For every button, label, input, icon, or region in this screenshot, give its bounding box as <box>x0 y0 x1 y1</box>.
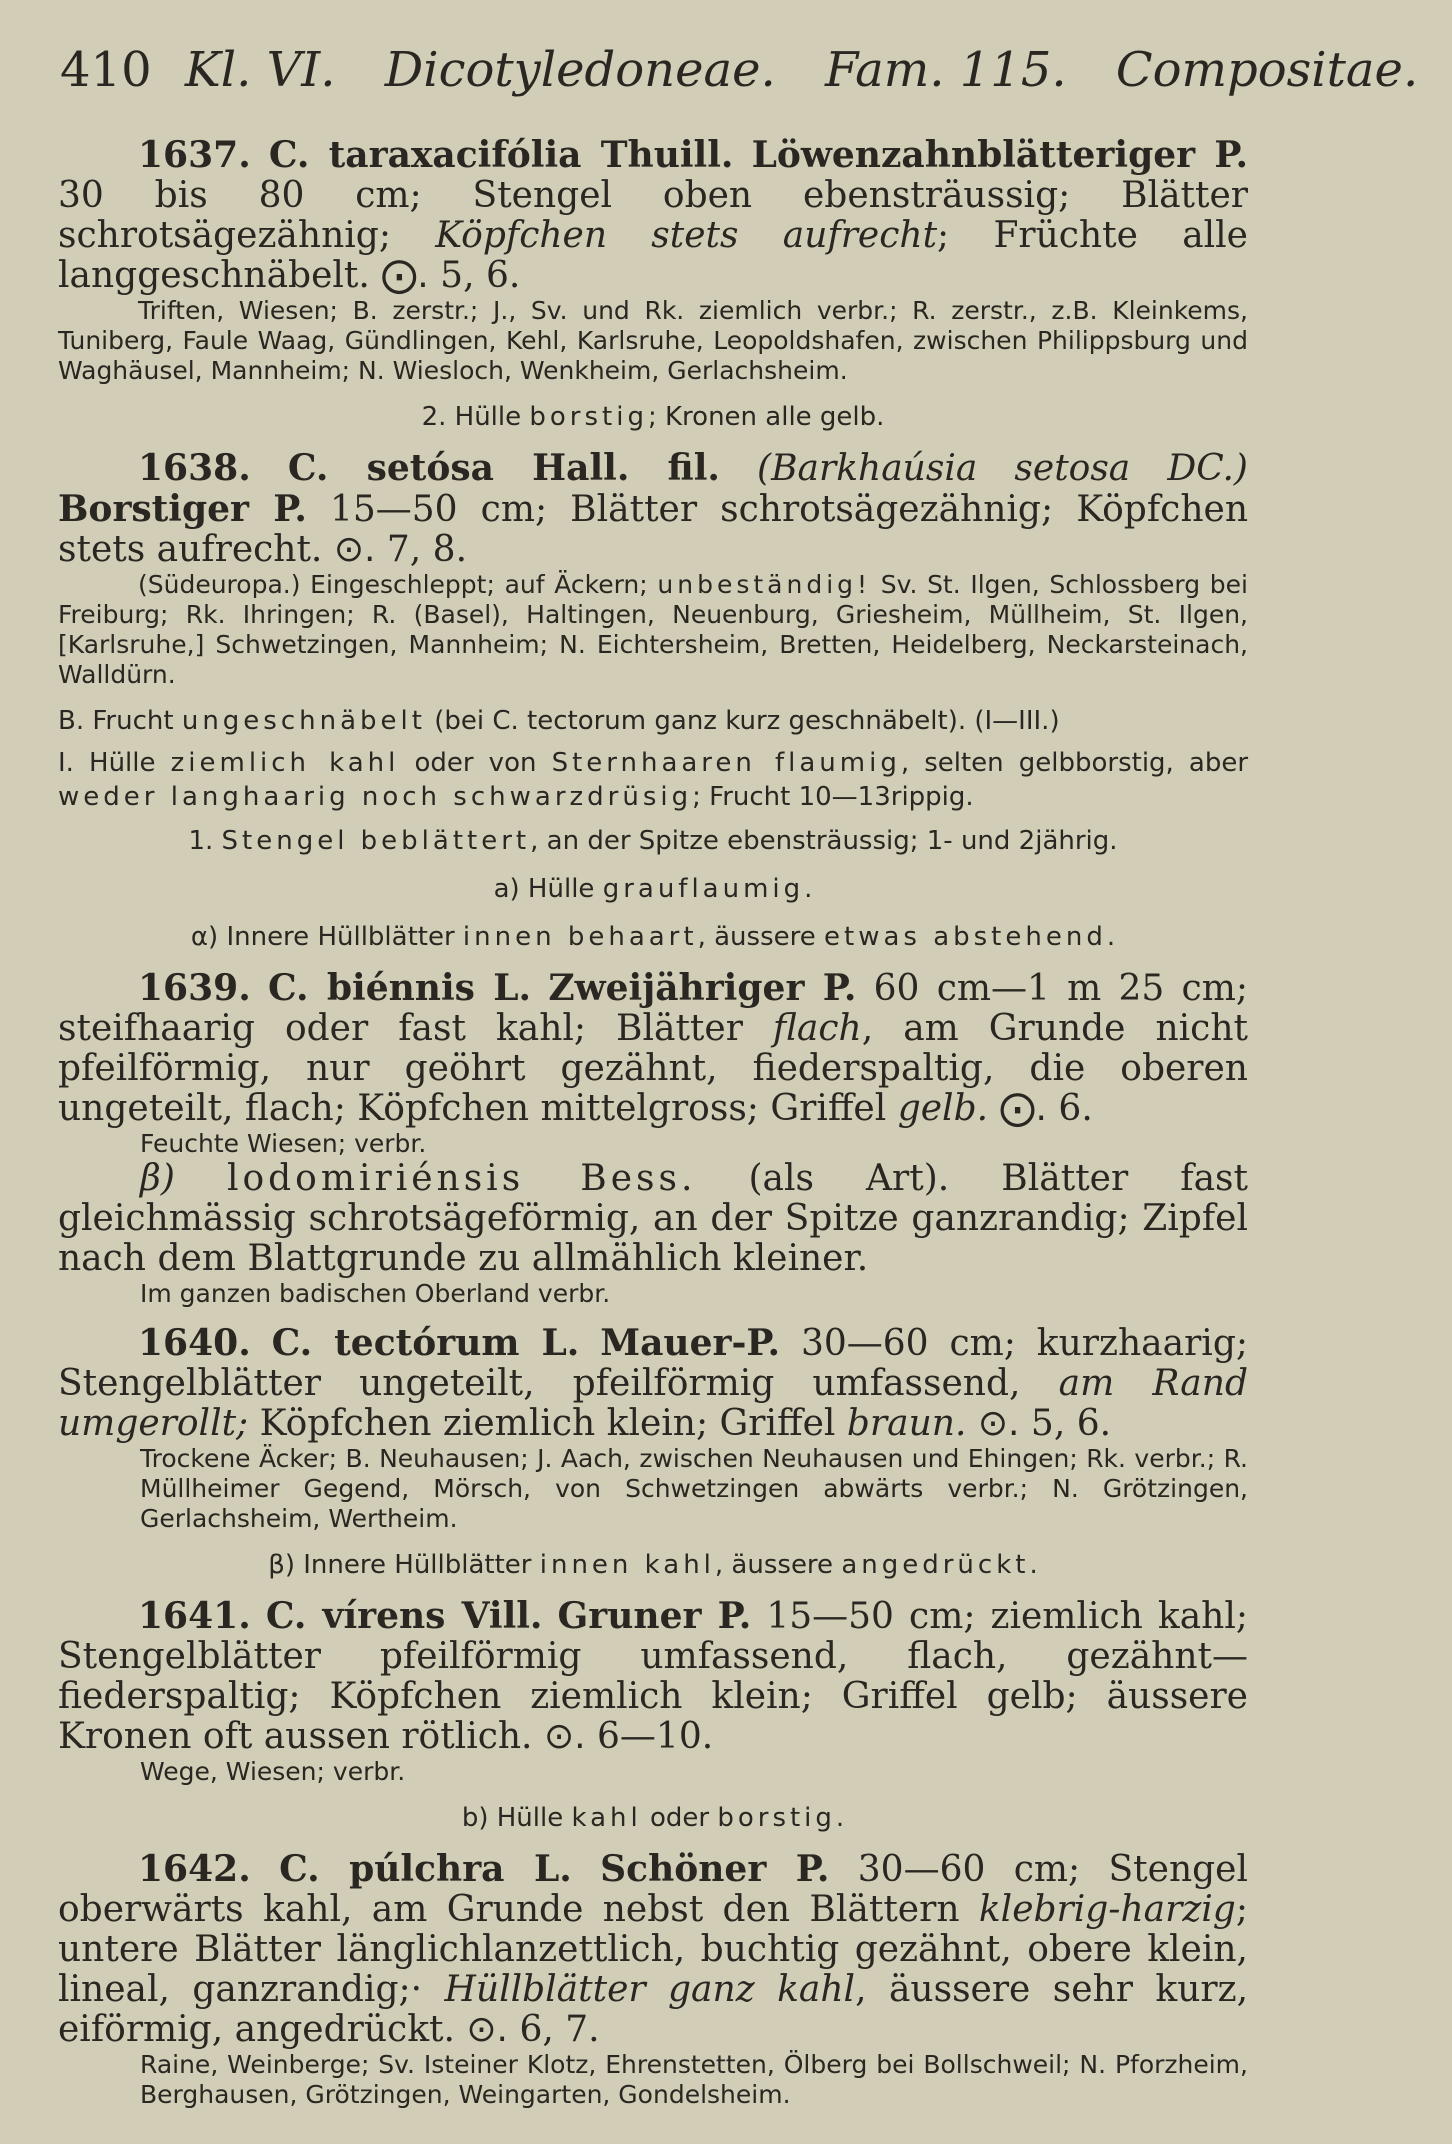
species-description <box>58 135 1248 296</box>
species-number: 1637. <box>138 134 251 176</box>
species-entry-1641 <box>58 1596 1248 1787</box>
locality-text: Trockene Äcker; B. Neuhausen; J. Aach, zwischen Neuhausen und Ehingen; Rk. verbr.; R. Müllheimer Gegend, Mörsch, von Schwetzingen abwärts verbr.; N. Grötzingen, Gerlachsheim, Wertheim. <box>140 1444 1248 1533</box>
key-heading <box>58 1548 1248 1582</box>
species-description <box>58 968 1248 1129</box>
description-text: , am Grunde nicht pfeilförmig, nur geöhrt gezähnt, fiederspaltig, die oberen ungeteilt, flach; Köpfchen mittelgross; Griffel <box>58 1008 1248 1129</box>
description-emphasis: klebrig-harzig <box>978 1889 1236 1930</box>
locality-text: Triften, Wiesen; B. zerstr.; J., Sv. und Rk. ziemlich verbr.; R. zerstr., z.B. Kleinkems, Tuniberg, Faule Waag, Gündlingen, Kehl, Karlsruhe, Leopoldshafen, zwischen Philippsburg und Waghäusel, Mannheim; N. Wiesloch, Wenkheim, Gerlachsheim. <box>58 296 1248 385</box>
description-text: Köpfchen ziemlich klein; Griffel <box>259 1403 836 1444</box>
description-text: 30—60 cm; kurzhaarig; Stengelblätter ungeteilt, pfeilförmig umfassend, <box>58 1323 1248 1404</box>
header-family-number: Fam. 115. <box>825 42 1067 98</box>
description-text: 30 bis 80 cm; Stengel oben ebensträussig; Blätter schrotsägezähnig; <box>58 175 1248 256</box>
locality-text <box>58 570 1248 690</box>
flowering-months: 5, 6. <box>1030 1403 1112 1444</box>
species-description <box>58 1323 1248 1444</box>
key-spaced-text: kahl <box>571 1803 642 1833</box>
description-text: 15—50 cm; ziemlich kahl; Stengelblätter pfeilförmig umfassend, flach, gezähnt—fiederspaltig; Köpfchen ziemlich klein; Griffel gelb; äussere Kronen oft aussen rötlich. <box>58 1596 1248 1757</box>
description-text: 30—60 cm; Stengel oberwärts kahl, am Grunde nebst den Blättern <box>58 1849 1248 1930</box>
locality-text: Wege, Wiesen; verbr. <box>140 1757 406 1786</box>
key-text: 1. <box>188 826 214 856</box>
key-spaced-text: etwas abstehend <box>824 922 1107 952</box>
description-emphasis: am Rand umgerollt; <box>58 1363 1248 1444</box>
description-text: ; Früchte alle langgeschnäbelt. <box>58 215 1248 296</box>
species-description <box>58 448 1248 570</box>
key-heading <box>58 824 1248 858</box>
annual-symbol: ⊙. <box>466 2009 508 2050</box>
variety-description <box>58 1159 1248 1279</box>
species-name: C. vírens Vill. <box>265 1595 543 1637</box>
variety-text: (als Art). Blätter fast gleichmässig schrotsägeförmig, an der Spitze ganzrandig; Zipfel nach dem Blattgrunde zu allmählich kleiner. <box>58 1158 1248 1279</box>
species-name: C. biénnis L. <box>267 967 532 1009</box>
species-entry-1639 <box>58 968 1248 1309</box>
species-number: 1638. <box>138 447 251 489</box>
annual-symbol: ⊙. <box>333 529 376 570</box>
key-text: β) Innere Hüllblätter <box>268 1550 532 1580</box>
locality-part: Sv. St. Ilgen, Schlossberg bei Freiburg; Rk. Ihringen; R. (Basel), Haltingen, Neuenburg, Griesheim, Müllheim, St. Ilgen, [Karlsruhe,] Schwetzingen, Mannheim; N. Eichtersheim, Bretten, Heidelberg, Neckarsteinach, Walldürn. <box>58 570 1248 689</box>
flowering-months: 5, 6. <box>440 255 521 296</box>
species-number: 1642. <box>138 1848 251 1890</box>
description-emphasis: braun. <box>846 1403 967 1444</box>
running-header <box>60 42 1419 98</box>
key-text: α) Innere Hüllblätter <box>190 922 455 952</box>
species-number: 1640. <box>138 1322 251 1364</box>
species-name: C. púlchra L. <box>279 1848 572 1890</box>
synonym: (Barkhaúsia setosa DC.) <box>757 448 1248 489</box>
key-text: oder <box>649 1803 710 1833</box>
biennial-symbol: ⨀. <box>381 255 429 296</box>
key-spaced-text: borstig <box>529 402 648 432</box>
header-group: Dicotyledoneae. <box>384 42 776 98</box>
key-text: oder von <box>414 748 537 778</box>
species-number: 1639. <box>138 967 251 1009</box>
key-spaced-text: ziemlich kahl <box>170 748 400 778</box>
common-name: Schöner P. <box>600 1848 830 1890</box>
key-text: (bei C. tectorum ganz kurz geschnäbelt). (I—III.) <box>434 706 1060 736</box>
key-text: , äussere <box>714 1550 834 1580</box>
key-heading <box>58 704 1248 738</box>
key-text: b) Hülle <box>461 1803 564 1833</box>
flowering-months: 6, 7. <box>519 2009 600 2050</box>
key-spaced-text: weder langhaarig noch schwarzdrüsig <box>58 782 693 812</box>
description-text: 60 cm—1 m 25 cm; steifhaarig oder fast kahl; Blätter <box>58 968 1248 1049</box>
key-text: , selten gelbborstig, aber <box>900 748 1249 778</box>
common-name: Borstiger P. <box>58 488 307 530</box>
common-name: Gruner P. <box>557 1595 752 1637</box>
species-description <box>58 1596 1248 1757</box>
key-spaced-text: grauflaumig <box>602 874 805 904</box>
common-name: Zweijähriger P. <box>548 967 857 1009</box>
key-spaced-text: Sternhaaren flaumig <box>551 748 901 778</box>
flowering-months: 6—10. <box>597 1716 714 1757</box>
annual-symbol: ⊙. <box>543 1716 586 1757</box>
key-text: . <box>804 874 813 904</box>
header-class: Kl. VI. <box>184 42 336 98</box>
key-text: ; Frucht 10—13rippig. <box>692 782 974 812</box>
species-entry-1642 <box>58 1849 1248 2110</box>
key-spaced-text: angedrückt <box>841 1550 1030 1580</box>
key-text: . <box>1029 1550 1038 1580</box>
key-spaced-text: innen behaart <box>462 922 698 952</box>
description-text: 15—50 cm; Blätter schrotsägezähnig; Köpfchen stets aufrecht. <box>58 489 1248 570</box>
key-text: ; Kronen alle gelb. <box>647 402 885 432</box>
species-entry-1638 <box>58 448 1248 690</box>
locality-spaced: unbeständig! <box>657 570 872 599</box>
key-text: 2. Hülle <box>421 402 522 432</box>
key-spaced-text: Stengel beblättert <box>221 826 531 856</box>
key-spaced-text: innen kahl <box>539 1550 715 1580</box>
key-text: I. Hülle <box>58 748 156 778</box>
key-heading <box>58 400 1248 434</box>
annual-symbol: ⊙. <box>977 1403 1020 1444</box>
common-name: Mauer-P. <box>600 1322 781 1364</box>
locality-part: (Südeuropa.) Eingeschleppt; auf Äckern; <box>138 570 648 599</box>
description-text: ; untere Blätter länglichlanzettlich, buchtig gezähnt, obere klein, lineal, ganzrandig;· <box>58 1889 1248 2010</box>
key-text: . <box>1106 922 1116 952</box>
variety-marker: β) <box>140 1158 175 1199</box>
description-emphasis: Köpfchen stets aufrecht <box>435 215 938 256</box>
flowering-months: 6. <box>1058 1088 1093 1129</box>
key-text: . <box>835 1803 845 1833</box>
description-emphasis: Hüllblätter ganz kahl <box>444 1969 856 2010</box>
key-heading <box>58 920 1248 954</box>
description-emphasis: flach <box>772 1008 862 1049</box>
header-family: Compositae. <box>1115 42 1419 98</box>
variety-name: lodomiriénsis Bess. <box>226 1158 697 1199</box>
species-name: C. setósa Hall. fil. <box>287 447 720 489</box>
key-text: a) Hülle <box>493 874 595 904</box>
key-spaced-text: borstig <box>717 1803 836 1833</box>
species-name: C. tectórum L. <box>271 1322 580 1364</box>
key-spaced-text: ungeschnäbelt <box>181 706 426 736</box>
key-heading <box>58 1801 1248 1835</box>
biennial-symbol: ⨀. <box>999 1088 1047 1129</box>
key-text: B. Frucht <box>58 706 174 736</box>
key-heading <box>58 872 1248 906</box>
page-number: 410 <box>60 42 152 98</box>
locality-text: Im ganzen badischen Oberland verbr. <box>140 1279 611 1308</box>
species-entry-1637 <box>58 135 1248 386</box>
description-text: , äussere sehr kurz, eiförmig, angedrückt. <box>58 1969 1249 2050</box>
species-name: C. taraxacifólia Thuill. <box>268 134 734 176</box>
page-body <box>58 135 1248 2124</box>
key-text: , äussere <box>697 922 816 952</box>
species-description <box>58 1849 1248 2050</box>
species-entry-1640 <box>58 1323 1248 1534</box>
key-text: , an der Spitze ebensträussig; 1- und 2jährig. <box>530 826 1118 856</box>
description-emphasis: gelb. <box>897 1088 989 1129</box>
locality-text: Feuchte Wiesen; verbr. <box>140 1129 427 1158</box>
key-heading <box>58 746 1248 814</box>
flowering-months: 7, 8. <box>386 529 468 570</box>
locality-text: Raine, Weinberge; Sv. Isteiner Klotz, Ehrenstetten, Ölberg bei Bollschweil; N. Pforzheim, Berghausen, Grötzingen, Weingarten, Gondelsheim. <box>140 2050 1248 2109</box>
species-number: 1641. <box>138 1595 251 1637</box>
common-name: Löwenzahnblätteriger P. <box>751 134 1248 176</box>
